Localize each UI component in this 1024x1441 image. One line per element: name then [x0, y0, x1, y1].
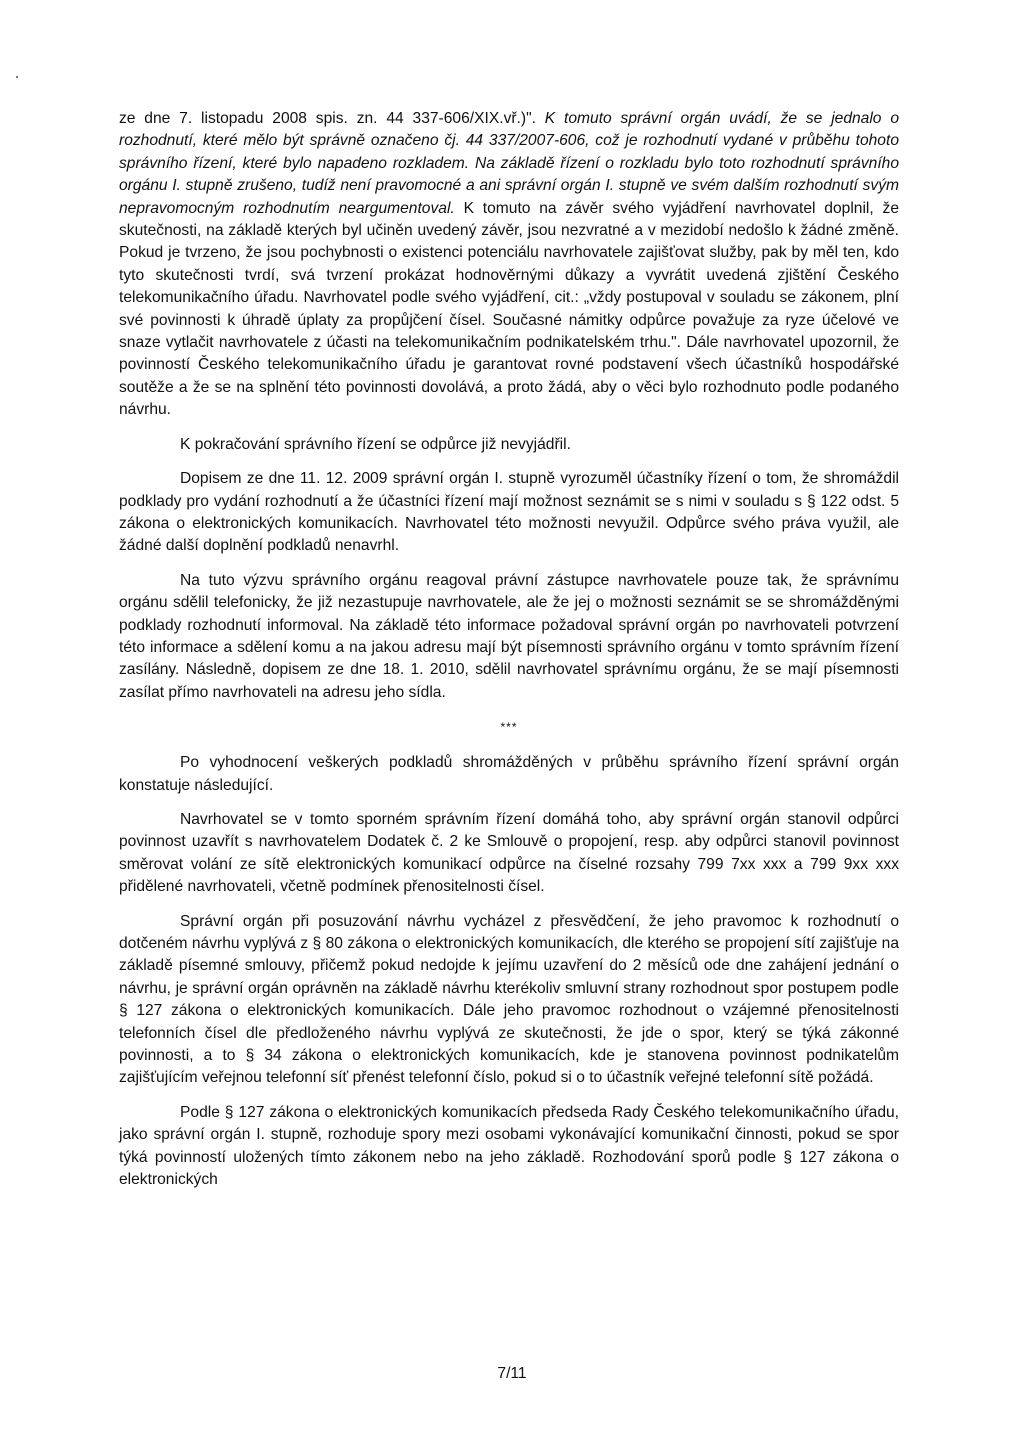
- page-number: 7/11: [497, 1365, 527, 1382]
- paragraph-1-text-b: K tomuto na závěr svého vyjádření navrhovatel doplnil, že skutečnosti, na základě kterých byl učiněn uvedený závěr, jsou nezvratné a v mezidobí nedošlo k žádné změně. Pokud je tvrzeno, že jsou pochybnosti o existenci potenciálu navrhovatele zajišťovat služby, pak by měl ten, kdo tyto skutečnosti tvrdí, svá tvrzení prokázat hodnověrnými důkazy a vyvrátit uvedená zjištění Českého telekomunikačního úřadu. Navrhovatel podle svého vyjádření, cit.: „vždy postupoval v souladu se zákonem, plní své povinnosti k úhradě úplaty za propůjčení čísel. Současné námitky odpůrce považuje za ryze účelové ve snaze vytlačit navrhovatele z účasti na telekomunikačním podnikatelském trhu.". Dále navrhovatel upozornil, že povinností Českého telekomunikačního úřadu je garantovat rovné podstavení všech účastníků hospodářské soutěže a že se na splnění této povinnosti dovolává, a proto žádá, aby o věci bylo rozhodnuto podle podaného návrhu.: [119, 199, 900, 419]
- paragraph-6: [119, 809, 899, 899]
- paragraph-4-text: Na tuto výzvu správního orgánu reagoval právní zástupce navrhovatele pouze tak, že správnímu orgánu sdělil telefonicky, že již nezastupuje navrhovatele, ale že jej o možnosti seznámit se se shromážděnými podklady rozhodnutí informoval. Na základě této informace požadoval správní orgán po navrhovateli potvrzení této informace a sdělení komu a na jakou adresu mají být písemnosti správního orgánu v tomto správním řízení zasílány. Následně, dopisem ze dne 18. 1. 2010, sdělil navrhovatel správnímu orgánu, že se mají písemnosti zasílat přímo navrhovateli na adresu jeho sídla.: [119, 571, 899, 701]
- paragraph-1: [119, 108, 899, 422]
- scan-speck: [16, 76, 18, 78]
- paragraph-3-text: Dopisem ze dne 11. 12. 2009 správní orgán I. stupně vyrozuměl účastníky řízení o tom, že shromáždil podklady pro vydání rozhodnutí a že účastníci řízení mají možnost seznámit se s nimi v souladu s § 122 odst. 5 zákona o elektronických komunikacích. Navrhovatel této možnosti nevyužil. Odpůrce svého práva využil, ale žádné další doplnění podkladů nenavrhl.: [119, 470, 899, 555]
- paragraph-7: [119, 911, 899, 1090]
- paragraph-5-text: Po vyhodnocení veškerých podkladů shromážděných v průběhu správního řízení správní orgán konstatuje následující.: [119, 754, 899, 794]
- paragraph-3: [119, 468, 899, 558]
- section-separator: ***: [500, 720, 518, 735]
- paragraph-1-italic-text: K tomuto správní orgán uvádí, že se jednalo o rozhodnutí, které mělo být správně označeno čj. 44 337/2007-606, což je rozhodnutí vydané v průběhu tohoto správního řízení, které bylo napadeno rozkladem. Na základě řízení o rozkladu bylo toto rozhodnutí správního orgánu I. stupně zrušeno, tudíž není pravomocné a ani správní orgán I. stupně ve svém dalším rozhodnutí svým nepravomocným rozhodnutím neargumentoval.: [119, 110, 899, 217]
- paragraph-8-text: Podle § 127 zákona o elektronických komunikacích předseda Rady Českého telekomunikačního úřadu, jako správní orgán I. stupně, rozhoduje spory mezi osobami vykonávající komunikační činnosti, pokud se spor týká povinností uložených tímto zákonem nebo na jeho základě. Rozhodování sporů podle § 127 zákona o elektronických: [119, 1103, 899, 1189]
- document-body: [119, 108, 899, 1191]
- paragraph-2-text: K pokračování správního řízení se odpůrce již nevyjádřil.: [180, 435, 571, 453]
- paragraph-5: [119, 752, 899, 797]
- paragraph-6-text: Navrhovatel se v tomto sporném správním řízení domáhá toho, aby správní orgán stanovil odpůrci povinnost uzavřít s navrhovatelem Dodatek č. 2 ke Smlouvě o propojení, resp. aby odpůrci stanovil povinnost směrovat volání ze sítě elektronických komunikací odpůrce na číselné rozsahy 799 7xx xxx a 799 9xx xxx přidělené navrhovateli, včetně podmínek přenositelnosti čísel.: [119, 810, 899, 896]
- paragraph-8: [119, 1102, 899, 1192]
- paragraph-4: [119, 570, 899, 704]
- paragraph-2: [119, 434, 899, 456]
- paragraph-1-text-a: ze dne 7. listopadu 2008 spis. zn. 44 337-606/XIX.vř.)".: [119, 110, 545, 127]
- paragraph-7-text: Správní orgán při posuzování návrhu vycházel z přesvědčení, že jeho pravomoc k rozhodnutí o dotčeném návrhu vyplývá z § 80 zákona o elektronických komunikacích, dle kterého se propojení sítí zajišťuje na základě písemné smlouvy, přičemž pokud nedojde k jejímu uzavření do 2 měsíců ode dne zahájení jednání o návrhu, je správní orgán oprávněn na základě návrhu kterékoliv smluvní strany rozhodnout spor postupem podle § 127 zákona o elektronických komunikacích. Dále jeho pravomoc rozhodnout o vzájemné přenositelnosti telefonních čísel dle předloženého návrhu vyplývá ze skutečnosti, že jde o spor, který se týká zákonné povinnosti, a to § 34 zákona o elektronických komunikacích, kde je stanovena povinnost podnikatelům zajišťujícím veřejnou telefonní síť přenést telefonní číslo, pokud si o to účastník veřejné telefonní sítě požádá.: [119, 912, 899, 1087]
